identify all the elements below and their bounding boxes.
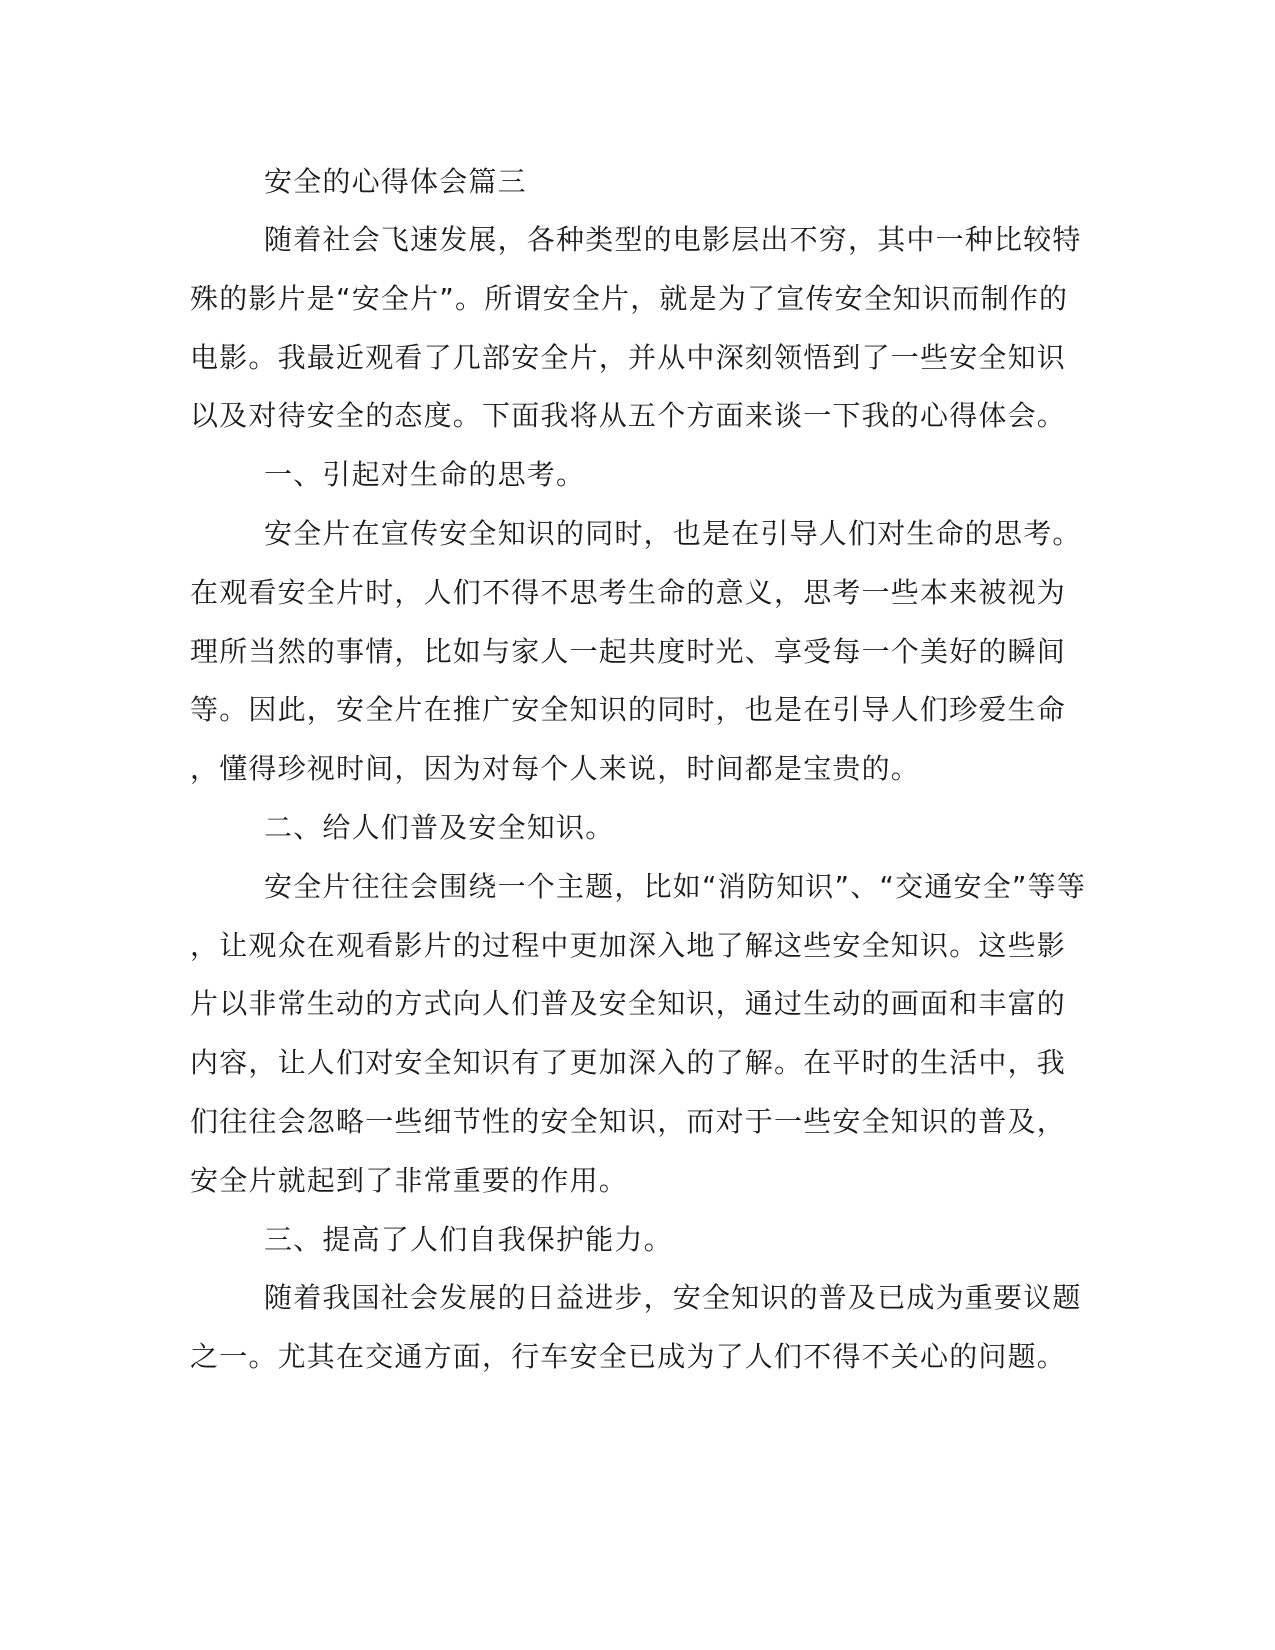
text-line: 电影。我最近观看了几部安全片，并从中深刻领悟到了一些安全知识: [190, 341, 1067, 374]
section-heading: 三、提高了人们自我保护能力。: [264, 1223, 673, 1256]
text-line: 以及对待安全的态度。下面我将从五个方面来谈一下我的心得体会。: [190, 399, 1067, 432]
text-line: 等。因此，安全片在推广安全知识的同时，也是在引导人们珍爱生命: [190, 693, 1067, 726]
document-title: 安全的心得体会篇三: [264, 165, 527, 198]
text-line: 安全片在宣传安全知识的同时，也是在引导人们对生命的思考。: [264, 517, 1082, 550]
text-line: 们往往会忽略一些细节性的安全知识，而对于一些安全知识的普及，: [190, 1105, 1067, 1138]
text-line: 内容，让人们对安全知识有了更加深入的了解。在平时的生活中，我: [190, 1046, 1067, 1079]
text-line: 安全片往往会围绕一个主题，比如“消防知识”、“交通安全”等等: [264, 870, 1087, 903]
text-line: 理所当然的事情，比如与家人一起共度时光、享受每一个美好的瞬间: [190, 635, 1067, 668]
section-heading: 二、给人们普及安全知识。: [264, 811, 615, 844]
text-line: 之一。尤其在交通方面，行车安全已成为了人们不得不关心的问题。: [190, 1340, 1067, 1373]
text-line: 随着我国社会发展的日益进步，安全知识的普及已成为重要议题: [264, 1281, 1082, 1314]
section-heading: 一、引起对生命的思考。: [264, 458, 586, 491]
text-line: 殊的影片是“安全片”。所谓安全片，就是为了宣传安全知识而制作的: [190, 282, 1069, 315]
text-line: ，懂得珍视时间，因为对每个人来说，时间都是宝贵的。: [190, 752, 921, 785]
text-line: 安全片就起到了非常重要的作用。: [190, 1164, 629, 1197]
text-line: ，让观众在观看影片的过程中更加深入地了解这些安全知识。这些影: [190, 929, 1067, 962]
text-line: 随着社会飞速发展，各种类型的电影层出不穷，其中一种比较特: [264, 223, 1082, 256]
text-line: 在观看安全片时，人们不得不思考生命的意义，思考一些本来被视为: [190, 576, 1067, 609]
text-line: 片以非常生动的方式向人们普及安全知识，通过生动的画面和丰富的: [190, 987, 1067, 1020]
